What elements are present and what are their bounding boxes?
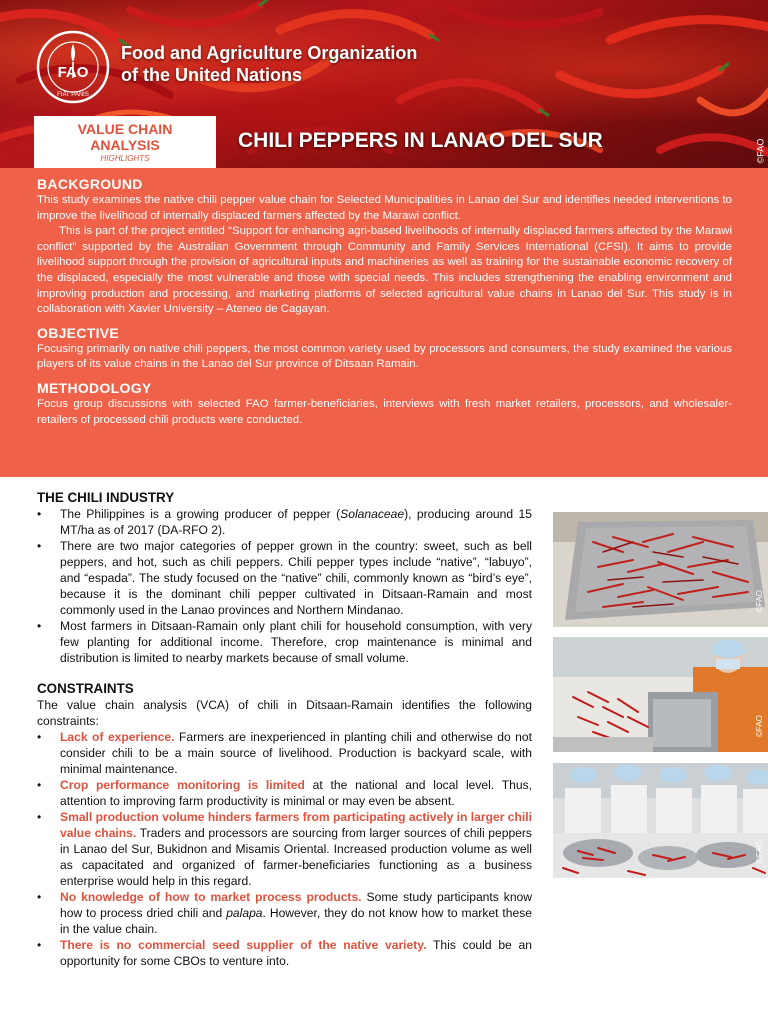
logo-text: FAO: [57, 64, 89, 81]
logo-ring-text: FIAT PANIS: [57, 92, 89, 98]
photo-credit: ©FAO: [755, 138, 766, 164]
background-paragraph-1: This study examines the native chili pepper value chain for Selected Municipalities in Lanao del Sur and identifies needed interventions to improve the livelihood of internally displaced farmers affected by the Marawi conflict.: [37, 194, 732, 222]
chili-industry-heading: THE CHILI INDUSTRY: [37, 490, 175, 505]
main-column: [37, 489, 532, 969]
list-item: • Lack of experience. Farmers are inexperienced in planting chili and otherwise do not consider chili to be a main source of livelihood. Production is backyard scale, with minimal maintenance.: [37, 729, 532, 777]
photo-credit: ©FAO: [755, 590, 764, 612]
hero-banner: [0, 0, 768, 168]
photo-credit: ©FAO: [755, 715, 764, 737]
document-title: CHILI PEPPERS IN LANAO DEL SUR: [238, 129, 603, 152]
list-item: • Small production volume hinders farmers from participating actively in larger chili value chains. Traders and processors are sourcing from larger sources of chili peppers in Lanao del Sur, Bukidnon and Misamis Oriental. Increased production volume as well as capacitated and organized of farmer-beneficiaries functioning as a business enterprise would help in this regard.: [37, 809, 532, 889]
constraints-intro: The value chain analysis (VCA) of chili in Ditsaan-Ramain identifies the following constraints:: [37, 698, 532, 728]
series-sub-label: HIGHLIGHTS: [100, 154, 150, 163]
objective-heading: OBJECTIVE: [37, 324, 120, 341]
list-item: • There are two major categories of pepper grown in the country: sweet, such as bell peppers, and hot, such as chili peppers. Chili pepper types include “native”, “labuyo”, and “espada”. The study focused on the “native” chili, commonly known as “bird’s eye”, because it is the dominant chili pepper cultivated in Ditsaan-Ramain and most commonly used in the Lanao provinces and Northern Mindanao.: [37, 538, 532, 618]
organization-name: [121, 42, 417, 86]
objective-text: Focusing primarily on native chili peppers, the most common variety used by processors and consumers, the study examined the various players of its value chains in the Lanao del Sur province of Ditsaan Ramain.: [37, 342, 732, 371]
methodology-heading: METHODOLOGY: [37, 379, 152, 396]
series-label-line1: VALUE CHAIN: [77, 121, 173, 137]
photo-chili-processing: [553, 637, 768, 752]
fao-logo: [36, 30, 110, 104]
background-heading: BACKGROUND: [37, 176, 143, 192]
summary-band: [0, 168, 768, 477]
org-name-line1: Food and Agriculture Organization: [121, 43, 418, 63]
photo-credit: ©FAO: [755, 841, 764, 863]
photo-dried-chili-tray: [553, 512, 768, 627]
background-paragraph-2: This is part of the project entitled “Support for enhancing agri-based livelihoods of internally displaced farmers affected by the Marawi conflict” supported by the Australian Government through Community and Family Services International (CFSI). It aims to provide livelihood support through the provision of agricultural inputs and machineries as well as training for the sustainable economic recovery of the displaced, especially the most vulnerable and those with special needs. This includes strengthening the enabling environment and improving production and processing, and marketing platforms of selected agricultural value chains in Lanao del Sur. This study is in collaboration with Xavier University – Ateneo de Cagayan.: [37, 225, 732, 316]
list-item: • There is no commercial seed supplier of the native variety. This could be an opportunity for some CBOs to venture into.: [37, 937, 532, 969]
constraints-heading: CONSTRAINTS: [37, 681, 134, 696]
list-item: • The Philippines is a growing producer of pepper (Solanaceae), producing around 15 MT/ha as of 2017 (DA-RFO 2).: [37, 506, 532, 538]
series-label-line2: ANALYSIS: [90, 137, 160, 153]
list-item: • Crop performance monitoring is limited at the national and local level. Thus, attention to improving farm productivity is minimal or may even be absent.: [37, 777, 532, 809]
chili-industry-list: [37, 506, 532, 666]
list-item: • Most farmers in Ditsaan-Ramain only plant chili for household consumption, with very few planting for additional income. Therefore, crop maintenance is minimal and distribution is limited to nearby markets because of small volume.: [37, 618, 532, 666]
series-label-box: [34, 116, 216, 168]
methodology-text: Focus group discussions with selected FAO farmer-beneficiaries, interviews with fresh market retailers, processors, and wholesaler-retailers of processed chili products were conducted.: [37, 397, 732, 426]
constraints-list: [37, 729, 532, 969]
list-item: • No knowledge of how to market process products. Some study participants know how to process dried chili and palapa. However, they do not know how to market these in the value chain.: [37, 889, 532, 937]
photo-workers-sorting-chili: [553, 763, 768, 878]
org-name-line2: of the United Nations: [121, 65, 302, 85]
